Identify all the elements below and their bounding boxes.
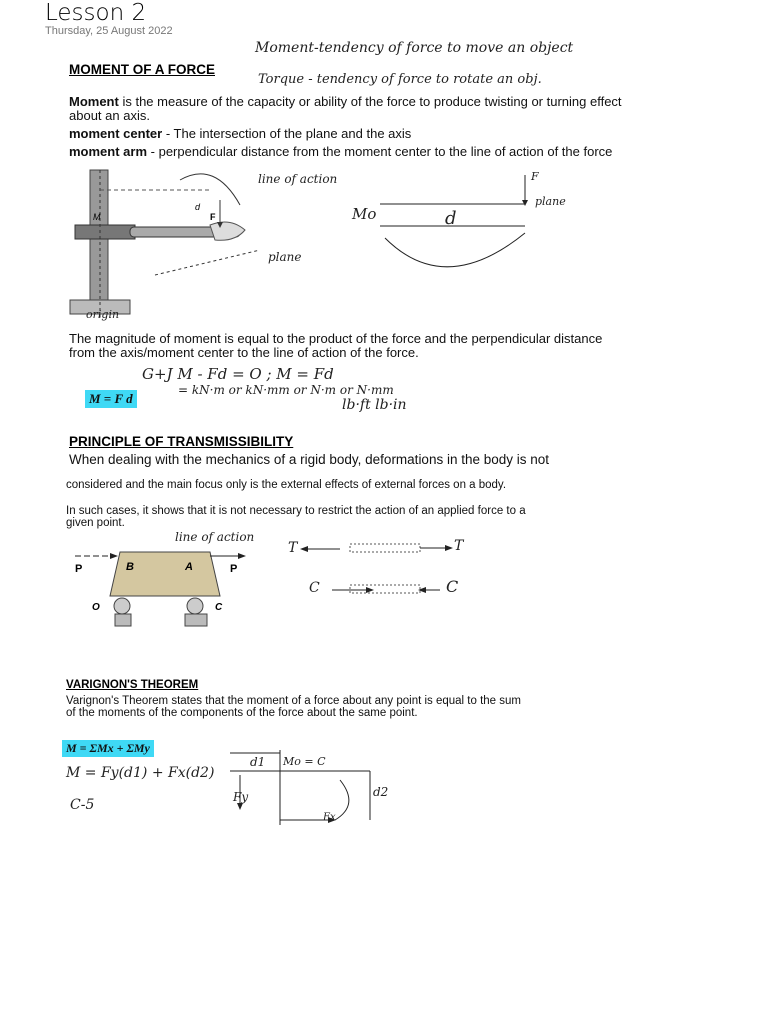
varignon-body: Varignon's Theorem states that the moment of a force about any point is equal to the sum of the moments of the components of the force about the same point. [66,695,522,719]
varignon-handwritten-note: C-5 [70,797,95,813]
sketch-d-label: d [445,208,457,229]
wrench-m-label: M [93,212,101,222]
block-c-label: C [215,602,223,613]
block-p-right: P [230,563,238,575]
line-of-action-label: line of action [258,172,338,186]
compression-left: C [309,580,320,596]
page-title: Lesson 2 [45,0,147,26]
sketch-mo-c-label: Mo = C [283,755,326,768]
sketch-d2-label: d2 [373,785,389,799]
sketch-plane-label: plane [535,195,566,208]
moment-definition: Moment is the measure of the capacity or ability of the force to produce twisting or turning effect about an axis. [69,94,622,123]
moment-center-definition: moment center - The intersection of the plane and the axis [69,126,412,141]
compression-right: C [446,577,459,596]
wrench-f-label: F [210,212,216,222]
tension-right: T [454,538,464,554]
varignon-handwritten-equation: M = Fy(d1) + Fx(d2) [66,765,215,781]
page-date: Thursday, 25 August 2022 [45,25,173,37]
block-line-of-action: line of action [175,530,255,544]
block-p-left: P [75,563,83,575]
section-heading-varignon: VARIGNON'S THEOREM [66,679,199,691]
block-b-label: B [126,561,134,573]
tension-left: T [288,540,298,556]
wrench-d-label: d [195,202,201,212]
sketch-mo-label: Mo [352,205,377,223]
sketch-fy-label: Fy [233,790,249,804]
handwritten-equilibrium: G+J M - Fd = O ; M = Fd [142,365,334,383]
units-line-2: lb·ft lb·in [342,397,407,413]
units-line-1: = kN·m or kN·mm or N·m or N·mm [178,383,394,397]
magnitude-text: The magnitude of moment is equal to the product of the force and the perpendicular distance from the axis/moment center to the line of action of the force. [69,331,603,360]
transmissibility-diagram [70,548,270,643]
handwritten-note-moment: Moment-tendency of force to move an object [255,40,574,56]
plane-label: plane [268,250,302,264]
varignon-formula: M = ΣMx + ΣMy [62,740,154,757]
moment-sketch [350,170,580,270]
sketch-f-label: F [531,170,539,183]
handwritten-note-torque: Torque - tendency of force to rotate an obj. [258,72,542,87]
transmissibility-body-2: In such cases, it shows that it is not necessary to restrict the action of an applied force to a given point. [66,505,526,529]
section-heading-moment: MOMENT OF A FORCE [69,62,215,77]
sketch-d1-label: d1 [250,755,266,769]
moment-arm-definition: moment arm - perpendicular distance from the moment center to the line of action of the force [69,144,613,159]
moment-formula: M = F d [85,390,137,408]
transmissibility-lead: When dealing with the mechanics of a rigid body, deformations in the body is not [69,452,550,467]
origin-label: origin [86,308,120,321]
block-a-label: A [185,561,193,573]
section-heading-transmissibility: PRINCIPLE OF TRANSMISSIBILITY [69,434,294,449]
block-o-label: O [92,602,100,613]
sketch-fx-label: Fx [323,812,336,823]
transmissibility-body-1: considered and the main focus only is the external effects of external forces on a body. [66,479,507,491]
